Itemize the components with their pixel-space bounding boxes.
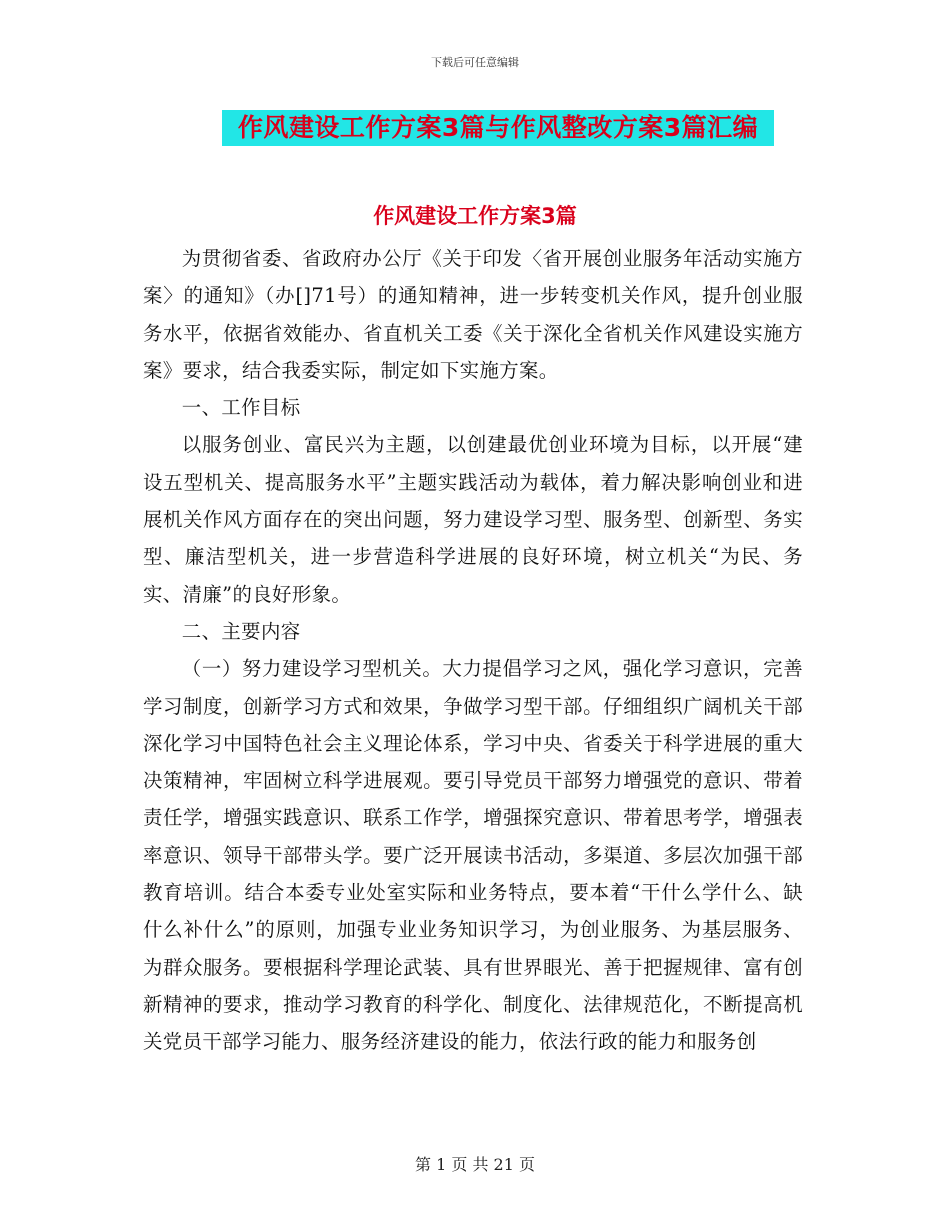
paragraph-learning-organization: （一）努力建设学习型机关。大力提倡学习之风，强化学习意识，完善学习制度，创新学习方式和效果，争做学习型干部。仔细组织广阔机关干部深化学习中国特色社会主义理论体系，学习中央、省委关于科学进展的重大决策精神，牢固树立科学进展观。要引导党员干部努力增强党的意识、带着责任学，增强实践意识、联系工作学，增强探究意识、带着思考学，增强表率意识、领导干部带头学。要广泛开展读书活动，多渠道、多层次加强干部教育培训。结合本委专业处室实际和业务特点，要本着“干什么学什么、缺什么补什么”的原则，加强专业业务知识学习，为创业服务、为基层服务、为群众服务。要根据科学理论武装、具有世界眼光、善于把握规律、富有创新精神的要求，推动学习教育的科学化、制度化、法律规范化，不断提高机关党员干部学习能力、服务经济建设的能力，依法行政的能力和服务创 (143, 657, 803, 1054)
page-number-footer: 第 1 页 共 21 页 (415, 1155, 535, 1174)
document-body (143, 240, 803, 1061)
document-main-title: 作风建设工作方案3篇与作风整改方案3篇汇编 (222, 110, 774, 146)
paragraph-intro: 为贯彻省委、省政府办公厅《关于印发〈省开展创业服务年活动实施方案〉的通知》（办[]71号）的通知精神，进一步转变机关作风，提升创业服务水平，依据省效能办、省直机关工委《关于深化全省机关作风建设实施方案》要求，结合我委实际，制定如下实施方案。 (143, 247, 803, 382)
section-title: 作风建设工作方案3篇 (373, 204, 577, 228)
paragraph-work-goals: 以服务创业、富民兴为主题，以创建最优创业环境为目标，以开展“建设五型机关、提高服务水平”主题实践活动为载体，着力解决影响创业和进展机关作风方面存在的突出问题，努力建设学习型、服务型、创新型、务实型、廉洁型机关，进一步营造科学进展的良好环境，树立机关“为民、务实、清廉”的良好形象。 (143, 433, 803, 606)
heading-main-content: 二、主要内容 (181, 619, 301, 643)
heading-work-goals: 一、工作目标 (181, 396, 301, 420)
page-header-note: 下载后可任意编辑 (431, 56, 519, 69)
